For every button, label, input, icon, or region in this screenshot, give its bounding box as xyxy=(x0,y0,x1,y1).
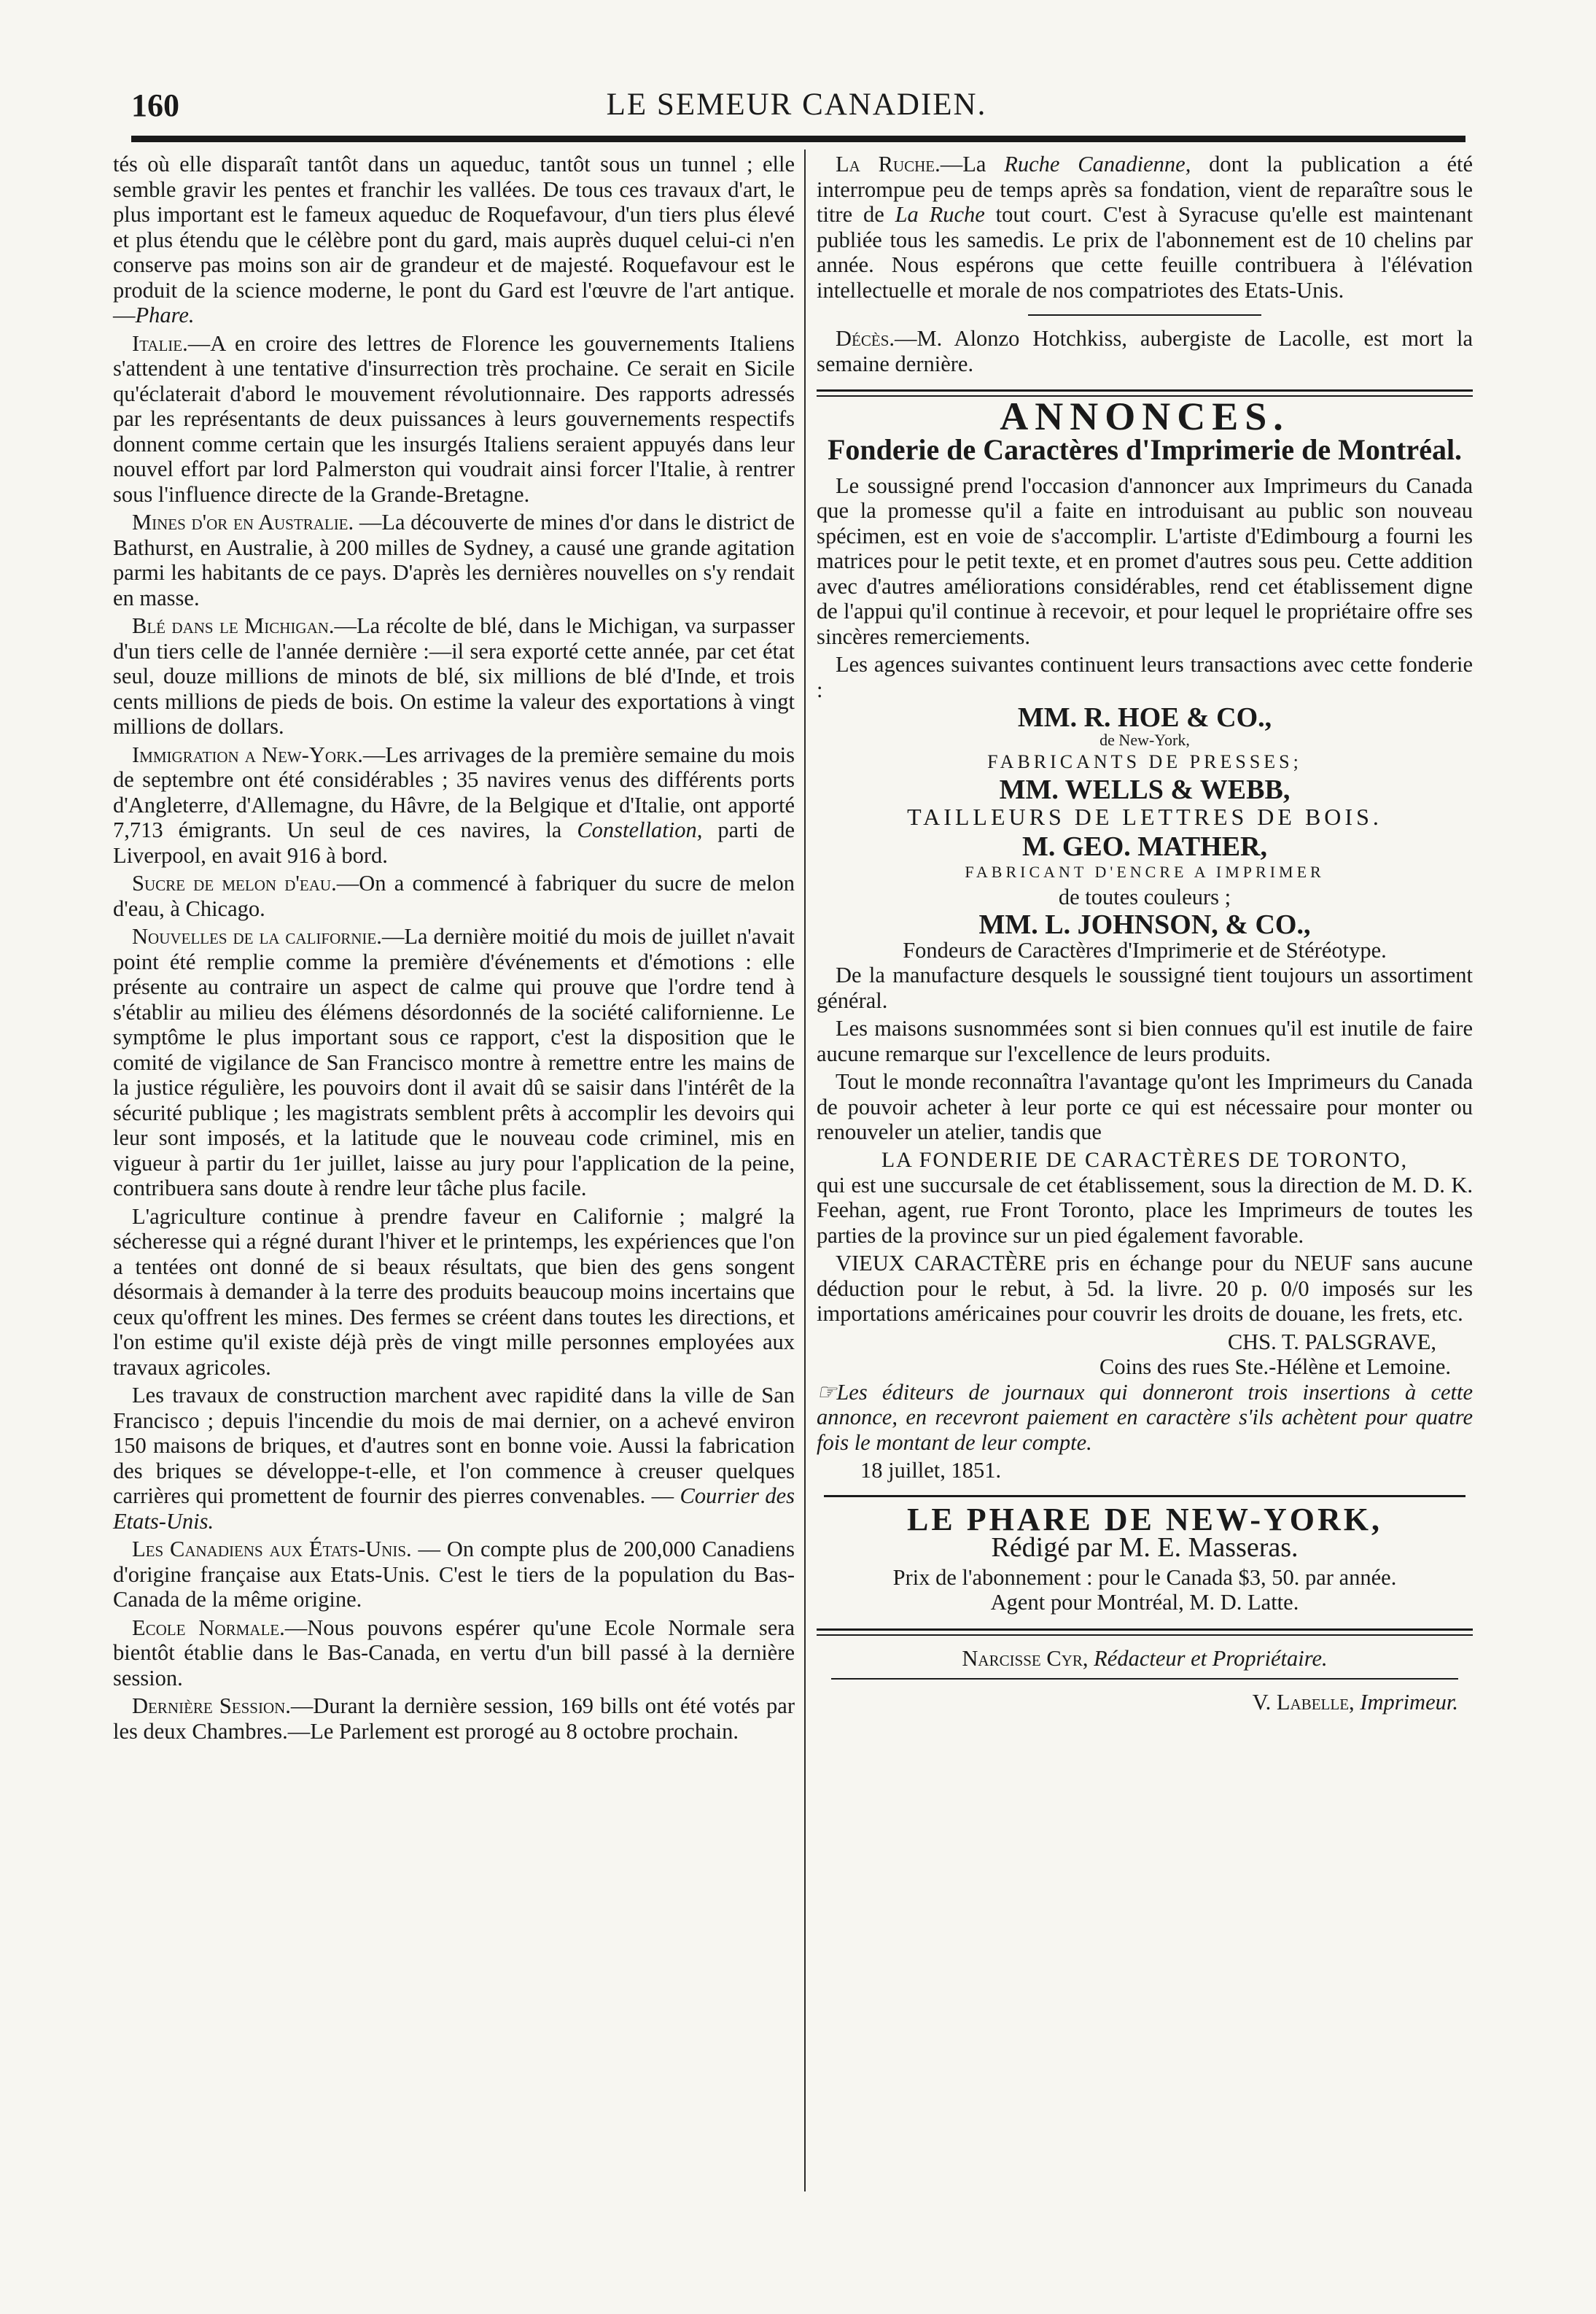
article-aqueduc: tés où elle disparaît tantôt dans un aqueduc, tantôt sous un tunnel ; elle semble gravir les pentes et franchir les vallées. De tous ces travaux d'art, le plus important est le fameux aqueduc de Roquefavour, d'un tiers plus élevé et plus étendu que le célèbre pont du gard, mais auprès duquel celui-ci n'en conserve pas moins son air de grandeur et de majesté. Roquefavour est le produit de la science moderne, le pont du Gard est l'œuvre de l'art antique.—Phare. xyxy=(113,152,795,327)
right-column xyxy=(817,152,1473,1715)
article-sucre: Sucre de melon d'eau.—On a commencé à fabriquer du sucre de melon d'eau, à Chicago. xyxy=(113,871,795,921)
article-session: Dernière Session.—Durant la dernière session, 169 bills ont été votés par les deux Chambres.—Le Parlement est prorogé au 8 octobre prochain. xyxy=(113,1693,795,1744)
masthead-rule xyxy=(131,136,1465,142)
firm-hoe-trade: FABRICANTS DE PRESSES; xyxy=(987,750,1302,772)
ad-paragraph: Les agences suivantes continuent leurs transactions avec cette fonderie : xyxy=(817,652,1473,702)
article-ruche: La Ruche.—La Ruche Canadienne, dont la publication a été interrompue peu de temps après sa fondation, vient de reparaître sous le titre de La Ruche tout court. C'est à Syracuse qu'elle est maintenant publiée tous les samedis. Le prix de l'abonnement est de 10 chelins par année. Nous espérons que cette feuille contribuera à l'élévation intellectuelle et morale de nos compatriotes des Etats-Unis. xyxy=(817,152,1474,303)
footer-rule xyxy=(831,1678,1458,1680)
printer-line: V. Labelle, Imprimeur. xyxy=(1252,1690,1458,1715)
article-construction: Les travaux de construction marchent avec rapidité dans la ville de San Francisco ; depuis l'incendie du mois de mai dernier, on a achevé environ 150 maisons de briques, et d'autres sont en bonne voie. Aussi la fabrication des briques se développe-t-elle, et l'on commence à creuser quelques carrières qui promettent de fournir des pierres convenables. — Courrier des Etats-Unis. xyxy=(113,1383,795,1534)
fonderie-title: Fonderie de Caractères d'Imprimerie de Montréal. xyxy=(827,432,1463,466)
firm-hoe-location: de New-York, xyxy=(1099,730,1190,749)
editor-line: Narcisse Cyr, Rédacteur et Propriétaire. xyxy=(962,1645,1328,1671)
page-number: 160 xyxy=(131,88,179,123)
phare-price: Prix de l'abonnement : pour le Canada $3, 50. par année. xyxy=(892,1564,1397,1590)
column-divider xyxy=(804,150,806,2191)
ad-paragraph: De la manufacture desquels le soussigné tient toujours un assortiment général. xyxy=(817,963,1473,1013)
ad-paragraph: Tout le monde reconnaîtra l'avantage qu'ont les Imprimeurs du Canada de pouvoir acheter à leur porte ce qui est nécessaire pour monter ou renouveler un atelier, tandis que xyxy=(817,1069,1473,1144)
vieux-caractere: VIEUX CARACTÈRE pris en échange pour du NEUF sans aucune déduction pour le rebut, à 5d. la livre. 20 p. 0/0 imposés sur les importations américaines pour couvrir les droits de douane, les frets, etc. xyxy=(817,1251,1474,1326)
ad-date: 18 juillet, 1851. xyxy=(860,1458,1002,1483)
signature: CHS. T. PALSGRAVE, xyxy=(1227,1329,1436,1354)
firm-wells-webb: MM. WELLS & WEBB, xyxy=(999,774,1291,805)
article-ecole: Ecole Normale.—Nous pouvons espérer qu'une Ecole Normale sera bientôt établie dans le Bas-Canada, en vertu d'un bill passé à la dernière session. xyxy=(113,1615,795,1690)
masthead xyxy=(131,84,1462,135)
section-rule xyxy=(824,1495,1465,1497)
pointing-hand-icon: ☞ xyxy=(817,1379,837,1405)
left-column xyxy=(113,152,795,1747)
footer-rule xyxy=(817,1628,1473,1636)
section-rule xyxy=(1028,314,1261,316)
ad-paragraph: Le soussigné prend l'occasion d'annoncer aux Imprimeurs du Canada que la promesse qu'il a faite en introduisant au public son nouveau spécimen, est en voie de s'accomplir. L'artiste d'Edimbourg a fourni les matrices pour le petit texte, et en promet d'autres sous peu. Cette addition avec d'autres améliorations considérables, rend cet établissement digne de l'appui qu'il continue à recevoir, et pour lequel le propriétaire offre ses sincères remerciements. xyxy=(817,473,1473,649)
article-californie: Nouvelles de la californie.—La dernière moitié du mois de juillet n'avait point été remplie comme la première d'événements et d'émotions : elle présente au contraire un aspect de calme qui prouve que l'ordre tend à s'établir au milieu des élémens désordonnés de la société californienne. Le symptôme le plus important sous ce rapport, c'est la disposition que le comité de vigilance de San Francisco montre à remettre entre les mains de la justice régulière, les pouvoirs dont il avait dû se saisir dans l'intérêt de la sécurité publique ; les magistrats semblent prêts à accomplir les devoirs qui leur sont imposés, et la latitude que le nouveau code criminel, mis en vigueur à partir du 1er juillet, laisse au jury pour l'application de la peine, contribuera sans doute à rendre leur tâche plus facile. xyxy=(113,924,795,1200)
article-agriculture: L'agriculture continue à prendre faveur en Californie ; malgré la sécheresse qui a régné durant l'hiver et le printemps, les expériences que l'on a tentées ont donné de si beaux résultats, que bien des gens songent désormais à demander à la terre des produits beaucoup moins incertains que ceux qu'offrent les mines. Des fermes se créent dans toutes les directions, et l'on estime qu'il existe déjà près de vingt mille personnes employées aux travaux agricoles. xyxy=(113,1203,795,1380)
phare-agent: Agent pour Montréal, M. D. Latte. xyxy=(990,1590,1299,1615)
phare-subtitle: Rédigé par M. E. Masseras. xyxy=(991,1532,1299,1563)
address: Coins des rues Ste.-Hélène et Lemoine. xyxy=(1099,1354,1451,1379)
phare-title: LE PHARE DE NEW-YORK, xyxy=(907,1501,1382,1537)
annonces-heading: ANNONCES. xyxy=(1000,395,1290,438)
article-mines: Mines d'or en Australie. —La découverte de mines d'or dans le district de Bathurst, en Australie, à 200 milles de Sydney, a causé une grande agitation parmi les habitants de ce pays. D'après les dernières nouvelles on s'y rendait en masse. xyxy=(113,510,795,610)
article-italie: Italie.—A en croire des lettres de Florence les gouvernements Italiens s'attendent à une tentative d'insurrection très prochaine. Ce serait en Sicile qu'éclaterait d'abord le mouvement révolutionnaire. Des rapports adressés par les représentants de deux puissances à leurs gouvernements respectifs donnent comme certain que les insurgés Italiens seraient appuyés dans leur nouvel effort par lord Palmerston qui voudrait ainsi forcer l'Italie, à rentrer sous l'influence directe de la Grande-Bretagne. xyxy=(113,330,795,507)
firm-mather: M. GEO. MATHER, xyxy=(1021,831,1267,862)
article-immigration: Immigration a New-York.—Les arrivages de la première semaine du mois de septembre ont été considérables ; 35 navires venus des différents ports d'Angleterre, d'Allemagne, du Hâvre, de la Belgique et d'Italie, ont apporté 7,713 émigrants. Un seul de ces navires, la Constellation, parti de Liverpool, en avait 916 à bord. xyxy=(113,742,795,868)
firm-mather-trade: FABRICANT D'ENCRE A IMPRIMER xyxy=(965,862,1325,881)
article-canadiens: Les Canadiens aux États-Unis. — On compte plus de 200,000 Canadiens d'origine française aux Etats-Unis. C'est le tiers de la population du Bas-Canada de la même origine. xyxy=(113,1537,795,1612)
article-deces: Décès.—M. Alonzo Hotchkiss, aubergiste de Lacolle, est mort la semaine dernière. xyxy=(817,326,1473,376)
publishers-notice: ☞Les éditeurs de journaux qui donneront trois insertions à cette annonce, en recevront paiement en caractère s'ils achètent pour quatre fois le montant de leur compte. xyxy=(817,1379,1473,1455)
firm-johnson-trade: Fondeurs de Caractères d'Imprimerie et de Stéréotype. xyxy=(903,937,1387,963)
ad-paragraph: Les maisons susnommées sont si bien connues qu'il est inutile de faire aucune remarque sur l'excellence de leurs produits. xyxy=(817,1016,1473,1066)
ad-paragraph: qui est une succursale de cet établissement, sous la direction de M. D. K. Feehan, agent, rue Front Toronto, place les Imprimeurs de toutes les parties de la province sur un pied également favorable. xyxy=(817,1172,1473,1248)
toronto-heading: LA FONDERIE DE CARACTÈRES DE TORONTO, xyxy=(881,1147,1409,1172)
newspaper-title: LE SEMEUR CANADIEN. xyxy=(606,88,987,122)
firm-johnson: MM. L. JOHNSON, & CO., xyxy=(978,909,1311,940)
firm-hoe: MM. R. HOE & CO., xyxy=(1017,702,1272,733)
firm-mather-trade-2: de toutes couleurs ; xyxy=(1058,884,1231,909)
firm-wells-webb-trade: TAILLEURS DE LETTRES DE BOIS. xyxy=(907,804,1382,830)
article-ble: Blé dans le Michigan.—La récolte de blé, dans le Michigan, va surpasser d'un tiers celle de l'année dernière :—il sera exporté cette année, par cet état seul, douze millions de minots de blé, six millions de blé d'Inde, et trois cents millions de pieds de bois. On estime la valeur des exportations à vingt millions de dollars. xyxy=(113,613,795,739)
